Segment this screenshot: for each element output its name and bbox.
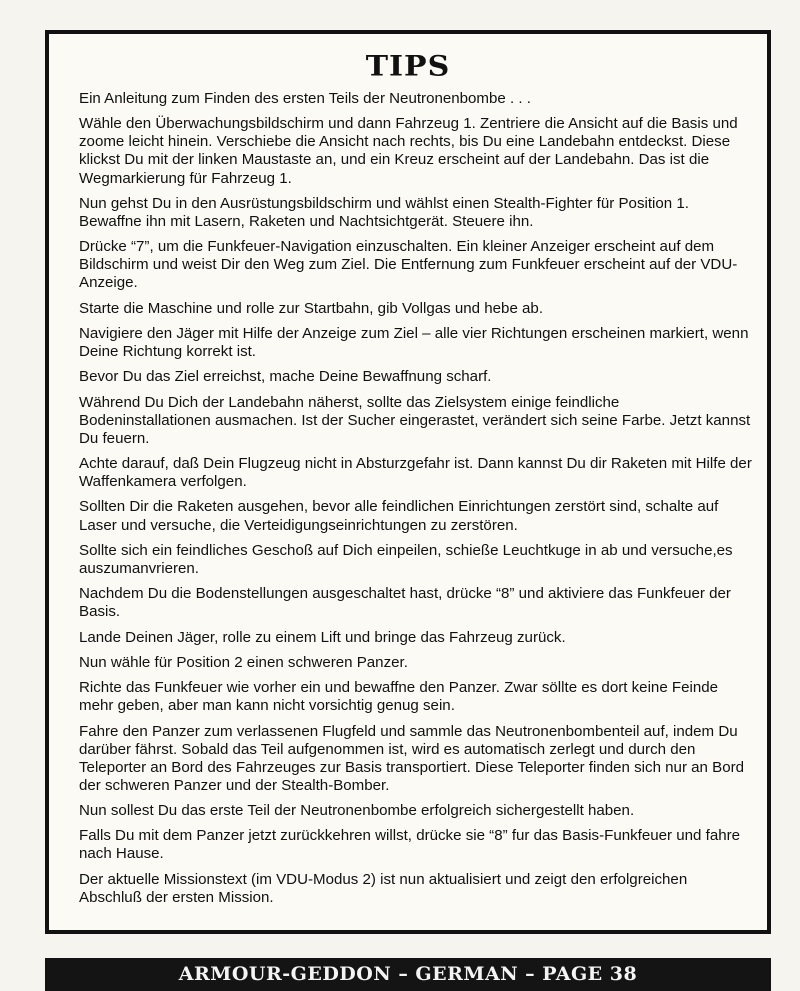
paragraph: Bevor Du das Ziel erreichst, mache Deine Bewaffnung scharf. [79,368,492,386]
paragraph: Drücke “7”, um die Funkfeuer-Navigation einzuschalten. Ein kleiner Anzeiger erscheint auf dem Bildschirm und weist Dir den Weg zum Ziel. Die Entfernung zum Funkfeuer erscheint auf der VDU-Anzeige. [79,238,738,292]
paragraph: Navigiere den Jäger mit Hilfe der Anzeige zum Ziel – alle vier Richtungen erscheinen markiert, wenn Deine Richtung korrekt ist. [79,324,749,361]
paragraph: Achte darauf, daß Dein Flugzeug nicht in Absturzgefahr ist. Dann kannst Du dir Raketen mit Hilfe der Waffenkamera verfolgen. [79,455,752,491]
paragraph: Nachdem Du die Bodenstellungen ausgeschaltet hast, drücke “8” und aktiviere das Funkfeuer der Basis. [79,585,731,621]
tips-content [79,90,753,914]
paragraph: Wähle den Überwachungsbildschirm und dann Fahrzeug 1. Zentriere die Ansicht auf die Basis und zoome leicht hinein. Verschiebe die Ansicht nach rechts, bis Du eine Landebahn entdeckst. Diese klickst Du mit der linken Maustaste an, und ein Kreuz erscheint auf der Landebahn. Das ist die Wegmarkierung für Fahrzeug 1. [79,115,738,187]
paragraph: Sollten Dir die Raketen ausgehen, bevor alle feindlichen Einrichtungen zerstört sind, schalte auf Laser und versuche, die Verteidigungseinrichtungen zu zerstören. [79,498,719,534]
paragraph: Der aktuelle Missionstext (im VDU-Modus 2) ist nun aktualisiert und zeigt den erfolgreichen Abschluß der ersten Mission. [79,870,688,906]
paragraph: Nun gehst Du in den Ausrüstungsbildschirm und wählst einen Stealth-Fighter für Position 1. Bewaffne ihn mit Lasern, Raketen und Nachtsichtgerät. Steuere ihn. [79,194,689,230]
tips-box [45,30,771,934]
paragraph: Lande Deinen Jäger, rolle zu einem Lift und bringe das Fahrzeug zurück. [79,628,566,646]
paragraph: Starte die Maschine und rolle zur Startbahn, gib Vollgas und hebe ab. [79,299,544,317]
page-title: TIPS [365,50,451,83]
paragraph: Nun wähle für Position 2 einen schweren Panzer. [79,653,408,671]
paragraph: Richte das Funkfeuer wie vorher ein und bewaffne den Panzer. Zwar söllte es dort keine Feinde mehr geben, aber man kann nicht vorsichtig genug sein. [79,679,719,715]
paragraph: Sollte sich ein feindliches Geschoß auf Dich einpeilen, schieße Leuchtkuge in ab und versuche,es auszumanvrieren. [79,541,733,577]
paragraph: Falls Du mit dem Panzer jetzt zurückkehren willst, drücke sie “8” fur das Basis-Funkfeuer und fahre nach Hause. [79,827,741,863]
paragraph: Während Du Dich der Landebahn näherst, sollte das Zielsystem einige feindliche Bodeninstallationen ausmachen. Ist der Sucher eingerastet, verändert sich seine Farbe. Jetzt kannst Du feuern. [79,393,751,447]
paragraph: Ein Anleitung zum Finden des ersten Teils der Neutronenbombe . . . [79,90,531,107]
paragraph: Fahre den Panzer zum verlassenen Flugfeld und sammle das Neutronenbombenteil auf, indem Du darüber fährst. Sobald das Teil aufgenommen ist, wird es automatisch zerlegt und durch den Teleporter an Bord des Fahrzeuges zur Basis transportiert. Diese Teleporter finden sich nur an Bord der schweren Panzer und der Stealth-Bomber. [79,722,745,794]
paragraph: Nun sollest Du das erste Teil der Neutronenbombe erfolgreich sichergestellt haben. [79,802,635,820]
page-footer: ARMOUR-GEDDON – GERMAN – PAGE 38 [45,958,771,991]
